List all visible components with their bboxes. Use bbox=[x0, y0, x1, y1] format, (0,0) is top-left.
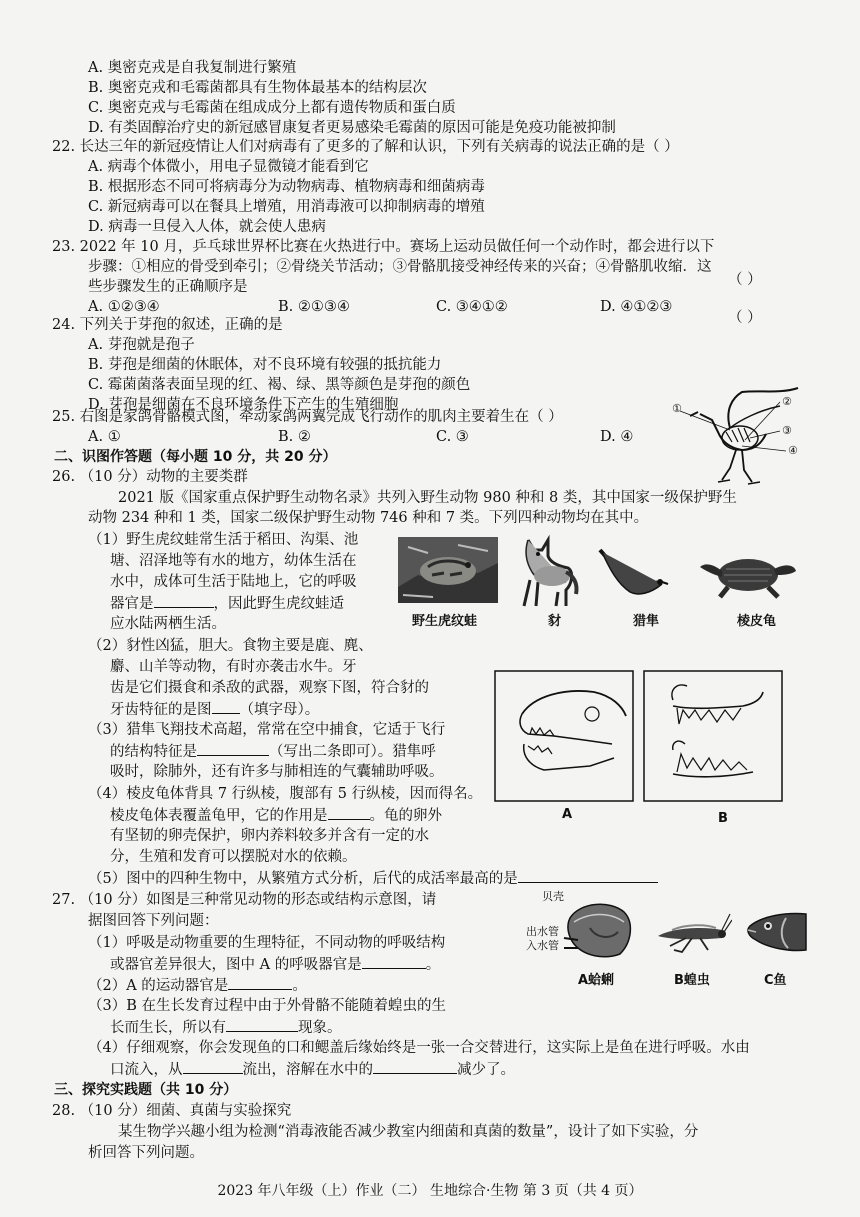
q26-p4-line3: 有坚韧的卵壳保护，卵内养料较多并含有一定的水 bbox=[110, 828, 429, 844]
q25-option-a: A. ① bbox=[88, 429, 121, 445]
q24-option-d: D. 芽孢是细菌在不良环境条件下产生的生殖细胞 bbox=[88, 397, 399, 413]
q26-p3-answer-blank[interactable] bbox=[197, 741, 269, 756]
q25-stem: 25. 右图是家鸽骨骼模式图，牵动家鸽两翼完成飞行动作的肌肉主要着生在（ ） bbox=[52, 409, 563, 425]
q26-intro-line1: 2021 版《国家重点保护野生动物名录》共列入野生动物 980 种和 8 类，其中国家一级保护野生 bbox=[118, 490, 737, 506]
q23-line3: 些步骤发生的正确顺序是 bbox=[88, 279, 248, 295]
q22-stem: 22. 长达三年的新冠疫情让人们对病毒有了更多的了解和认识，下列有关病毒的说法正确的是（ ） bbox=[52, 139, 679, 155]
q23-line2: 步骤：①相应的骨受到牵引；②骨绕关节活动；③骨骼肌接受神经传来的兴奋；④骨骼肌收缩．这 bbox=[88, 259, 712, 275]
q27-p2-answer-blank[interactable] bbox=[228, 975, 292, 990]
skull-teeth-figure-b bbox=[643, 670, 783, 802]
pigeon-skeleton-figure bbox=[670, 380, 820, 500]
q27-p4-line2: 口流入，从 流出，溶解在水中的 减少了。 bbox=[110, 1059, 515, 1080]
q27-p1-line1: （1）呼吸是动物重要的生理特征，不同动物的呼吸结构 bbox=[88, 935, 446, 951]
q24-option-a: A. 芽孢就是孢子 bbox=[88, 337, 195, 353]
q26-title: 26. （10 分）动物的主要类群 bbox=[52, 469, 248, 485]
q26-p2-line4: 牙齿特征的是图 （填字母）。 bbox=[110, 699, 319, 720]
section-2-heading: 二、识图作答题（每小题 10 分，共 20 分） bbox=[54, 449, 337, 465]
label-a-clam: A蛤蜊 bbox=[578, 973, 615, 988]
leatherback-turtle-photo bbox=[698, 545, 798, 605]
teeth-label-b: B bbox=[718, 811, 728, 826]
page-footer: 2023 年八年级（上）作业（二） 生地综合·生物 第 3 页（共 4 页） bbox=[217, 1183, 643, 1199]
q26-p1-line1: （1）野生虎纹蛙常生活于稻田、沟渠、池 bbox=[88, 532, 359, 548]
q23-line1: 23. 2022 年 10 月，乒乓球世界杯比赛在火热进行中。赛场上运动员做任何一个动作时，都会进行以下 bbox=[52, 239, 715, 255]
label-c-fish: C鱼 bbox=[764, 973, 787, 988]
dhole-photo bbox=[508, 532, 580, 608]
q27-p2: （2）A 的运动器官是 。 bbox=[88, 975, 307, 996]
q27-p1-answer-blank[interactable] bbox=[362, 954, 426, 969]
q27-line1: 27. （10 分）如图是三种常见动物的形态或结构示意图，请 bbox=[52, 892, 437, 908]
saker-falcon-photo bbox=[592, 540, 672, 606]
q27-p1-line2: 或器官差异很大，图中 A 的呼吸器官是 。 bbox=[110, 954, 440, 975]
label-leatherback-turtle: 棱皮龟 bbox=[737, 614, 777, 629]
q26-p1-line3: 水中，成体可生活于陆地上，它的呼吸 bbox=[110, 574, 357, 590]
section-3-heading: 三、探究实践题（共 10 分） bbox=[54, 1082, 238, 1098]
q27-p3-line1: （3）B 在生长发育过程中由于外骨骼不能随着蝗虫的生 bbox=[88, 998, 446, 1014]
q26-p2-line1: （2）豺性凶猛，胆大。食物主要是鹿、麂、 bbox=[88, 638, 373, 654]
q26-p1-line5: 应水陆两栖生活。 bbox=[110, 616, 226, 632]
clam-figure bbox=[560, 898, 640, 964]
teeth-label-a: A bbox=[562, 807, 573, 822]
q26-p1-answer-blank[interactable] bbox=[154, 593, 214, 608]
q21-option-c: C. 奥密克戎与毛霉菌在组成成分上都有遗传物质和蛋白质 bbox=[88, 100, 456, 116]
q26-p1-line2: 塘、沼泽地等有水的地方，幼体生活在 bbox=[110, 553, 357, 569]
q26-p2-answer-blank[interactable] bbox=[212, 699, 240, 714]
q26-p4-line1: （4）棱皮龟体背具 7 行纵棱，腹部有 5 行纵棱，因而得名。 bbox=[88, 786, 483, 802]
q21-option-a: A. 奥密克戎是自我复制进行繁殖 bbox=[88, 60, 297, 76]
q26-p4-line2: 棱皮龟体表覆盖龟甲，它的作用是 。龟的卵外 bbox=[110, 805, 442, 826]
q26-p5-answer-blank[interactable] bbox=[518, 868, 658, 883]
q26-p2-line2: 麝、山羊等动物，有时亦袭击水牛。牙 bbox=[110, 659, 357, 675]
q25-option-b: B. ② bbox=[278, 429, 311, 445]
q26-p4-answer-blank[interactable] bbox=[328, 805, 370, 820]
q21-option-d: D. 有类固醇治疗史的新冠感冒康复者更易感染毛霉菌的原因可能是免疫功能被抑制 bbox=[88, 120, 616, 136]
q22-option-d: D. 病毒一旦侵入人体，就会使人患病 bbox=[88, 219, 326, 235]
label-b-locust: B蝗虫 bbox=[674, 973, 710, 988]
q26-p3-line2: 的结构特征是 （写出二条即可）。猎隼呼 bbox=[110, 741, 436, 762]
clam-label-inlet-siphon: 入水管 bbox=[526, 939, 559, 952]
q23-option-a: A. ①②③④ bbox=[88, 299, 160, 315]
q22-option-c: C. 新冠病毒可以在餐具上增殖，用消毒液可以抑制病毒的增殖 bbox=[88, 199, 485, 215]
skull-teeth-figure-a bbox=[494, 670, 634, 802]
q26-p4-line4: 分，生殖和发育可以摆脱对水的依赖。 bbox=[110, 849, 357, 865]
label-saker-falcon: 猎隼 bbox=[633, 614, 660, 629]
q27-p3-line2: 长而生长，所以有 现象。 bbox=[110, 1017, 342, 1038]
q28-title: 28. （10 分）细菌、真菌与实验探究 bbox=[52, 1103, 292, 1119]
pigeon-label-3: ③ bbox=[782, 424, 792, 437]
locust-figure bbox=[652, 906, 732, 956]
clam-label-outlet-siphon: 出水管 bbox=[526, 925, 559, 938]
q21-option-b: B. 奥密克戎和毛霉菌都具有生物体最基本的结构层次 bbox=[88, 80, 427, 96]
q28-line2: 析回答下列问题。 bbox=[88, 1145, 204, 1161]
q25-option-d: D. ④ bbox=[600, 429, 634, 445]
q26-p1-line4: 器官是 ，因此野生虎纹蛙适 bbox=[110, 593, 344, 614]
q27-p3-answer-blank[interactable] bbox=[226, 1017, 298, 1032]
q22-option-a: A. 病毒个体微小，用电子显微镜才能看到它 bbox=[88, 159, 369, 175]
q27-line2: 据图回答下列问题： bbox=[88, 913, 219, 929]
q26-p3-line3: 吸时，除肺外，还有许多与肺相连的气囊辅助呼吸。 bbox=[110, 764, 444, 780]
q22-option-b: B. 根据形态不同可将病毒分为动物病毒、植物病毒和细菌病毒 bbox=[88, 179, 485, 195]
q23-option-c: C. ③④①② bbox=[436, 299, 508, 315]
pigeon-label-4: ④ bbox=[788, 444, 798, 457]
q27-p4-answer-blank-1[interactable] bbox=[183, 1059, 243, 1074]
q24-answer-bracket: （ ） bbox=[728, 310, 762, 326]
clam-label-shell: 贝壳 bbox=[542, 890, 564, 903]
tiger-frog-photo bbox=[398, 537, 498, 603]
q26-intro-line2: 动物 234 种和 1 类，国家二级保护野生动物 746 种和 7 类。下列四种动物均在其中。 bbox=[88, 510, 649, 526]
pigeon-label-2: ② bbox=[782, 395, 792, 408]
q26-p5: （5）图中的四种生物中，从繁殖方式分析，后代的成活率最高的是 bbox=[88, 868, 658, 889]
fish-head-figure bbox=[742, 906, 808, 956]
q27-p4-line1: （4）仔细观察，你会发现鱼的口和鳃盖后缘始终是一张一合交替进行，这实际上是鱼在进行呼吸。水由 bbox=[88, 1040, 750, 1056]
q26-p2-line3: 齿是它们摄食和杀敌的武器，观察下图，符合豺的 bbox=[110, 680, 429, 696]
q26-p3-line1: （3）猎隼飞翔技术高超，常常在空中捕食，它适于飞行 bbox=[88, 722, 446, 738]
q28-line1: 某生物学兴趣小组为检测“消毒液能否减少教室内细菌和真菌的数量”，设计了如下实验，分 bbox=[118, 1124, 699, 1140]
q24-stem: 24. 下列关于芽孢的叙述，正确的是 bbox=[52, 317, 283, 333]
label-dhole: 豺 bbox=[548, 614, 562, 629]
q25-option-c: C. ③ bbox=[436, 429, 469, 445]
q23-option-d: D. ④①②③ bbox=[600, 299, 673, 315]
q24-option-c: C. 霉菌菌落表面呈现的红、褐、绿、黑等颜色是芽孢的颜色 bbox=[88, 377, 471, 393]
q23-option-b: B. ②①③④ bbox=[278, 299, 350, 315]
q23-answer-bracket: （ ） bbox=[728, 272, 762, 288]
pigeon-label-1: ① bbox=[672, 402, 682, 415]
q24-option-b: B. 芽孢是细菌的休眠体，对不良环境有较强的抵抗能力 bbox=[88, 357, 442, 373]
q27-p4-answer-blank-2[interactable] bbox=[373, 1059, 457, 1074]
label-tiger-frog: 野生虎纹蛙 bbox=[412, 614, 478, 629]
